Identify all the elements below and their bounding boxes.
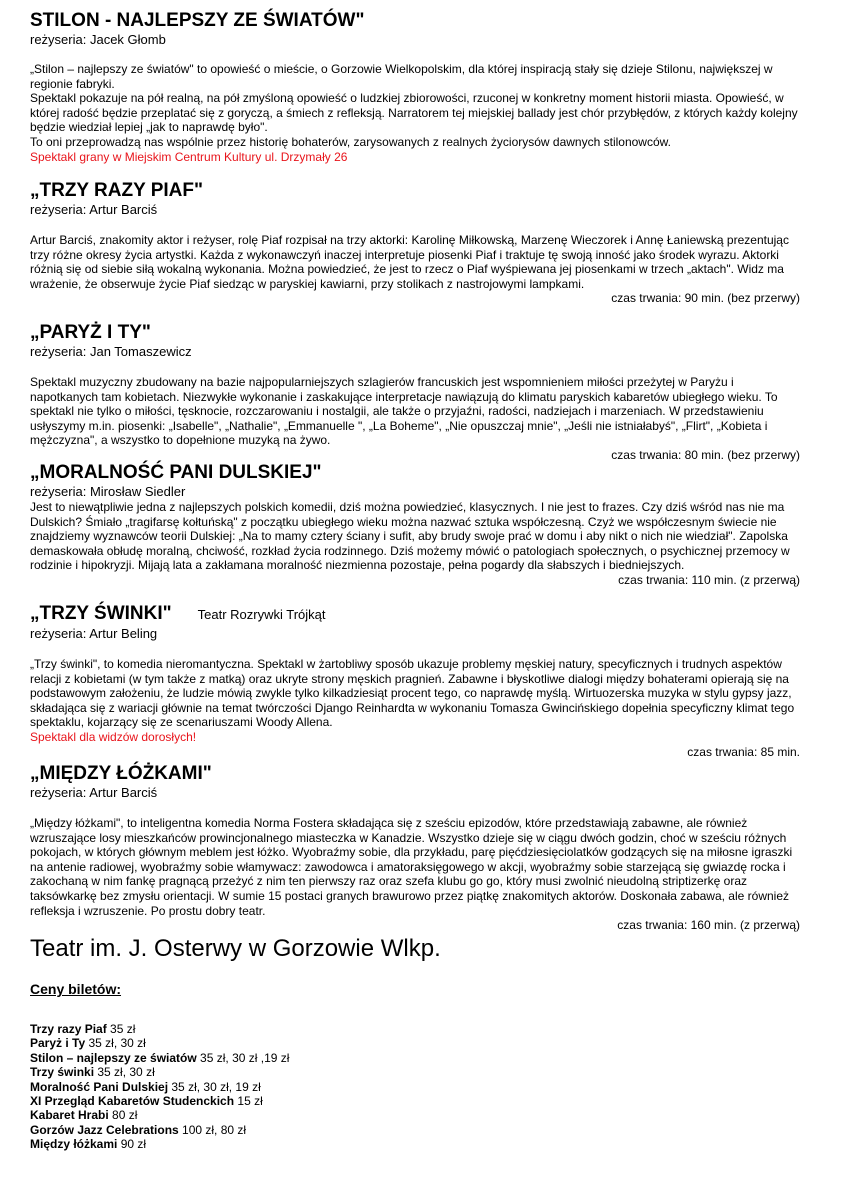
show-venue: Teatr Rozrywki Trójkąt [197,607,326,622]
price-item-value: 35 zł [106,1022,136,1036]
venue-note: Spektakl grany w Miejskim Centrum Kultury ul. Drzymały 26 [30,149,348,164]
show-title: „MIĘDZY ŁÓŻKAMI" [30,763,212,784]
price-item [30,1094,530,1108]
show-duration: czas trwania: 160 min. (z przerwą) [617,918,800,933]
show-title: „MORALNOŚĆ PANI DULSKIEJ" [30,462,322,483]
show-title-row [30,603,800,626]
show-title: „PARYŻ I TY" [30,322,151,343]
show-title: „TRZY ŚWINKI" [30,603,172,624]
price-item-value: 35 zł, 30 zł ,19 zł [196,1050,290,1065]
price-item-name: Moralność Pani Dulskiej [30,1079,169,1094]
price-item-name: Trzy razy Piaf [30,1022,107,1036]
show-director: reżyseria: Jacek Głomb [30,32,166,47]
show-director: reżyseria: Mirosław Siedler [30,484,186,499]
price-item [30,1051,530,1065]
show-description: „Stilon – najlepszy ze światów" to opowieść o mieście, o Gorzowie Wielkopolskim, dla której inspiracją stały się dzieje Stilonu, największej w regionie fabryki. Spektakl pokazuje na pół realną, na pół zmyśloną opowieść o ludzkiej zbiorowości, rzuconej w konkretny moment historii miasta. Opowieść, w której radość będzie przeplatać się z goryczą, a śmiech z refleksją. Narratorem tej miejskiej ballady jest chór przybłędów, z których każdy kolejny będzie wiedział lepiej „jak to naprawdę było". To oni przeprowadzą nas wspólnie przez historię bohaterów, zarysowanych z realnych życiorysów dawnych stilonowców. [30,62,798,149]
price-item [30,1123,530,1137]
show-director: reżyseria: Artur Barciś [30,785,158,800]
price-item [30,1065,530,1079]
show-duration: czas trwania: 90 min. (bez przerwy) [611,291,800,306]
price-item [30,1137,530,1151]
price-item [30,1108,530,1122]
price-item-name: Kabaret Hrabi [30,1108,109,1123]
show-director: reżyseria: Jan Tomaszewicz [30,344,192,359]
price-item-name: Stilon – najlepszy ze światów [30,1050,197,1065]
show-director: reżyseria: Artur Barciś [30,202,158,217]
show-description: Artur Barciś, znakomity aktor i reżyser, rolę Piaf rozpisał na trzy aktorki: Karolinę Miłkowską, Marzenę Wieczorek i Annę Łaniewską prezentując trzy różne okresy życia artystki. Każda z wykonawczyń inaczej interpretuje piosenki Piaf i traktuje tę swoją inność jako środek wyrazu. Aktorki różnią się od siebie siłą wokalną wykonania. Można powiedzieć, że jest to rzecz o Piaf wyśpiewana jej piosenkami w trzech „aktach". Widz ma wrażenie, że obserwuje życie Piaf siedząc w paryskiej kawiarni, przy stolikach z nastrojowymi lampkami. [30,233,789,291]
price-item-value: 15 zł [234,1094,263,1109]
price-item-name: Paryż i Ty [30,1036,86,1051]
ticket-prices [30,980,530,1152]
show-duration: czas trwania: 80 min. (bez przerwy) [611,447,800,462]
price-item [30,1080,530,1094]
show-description: Spektakl muzyczny zbudowany na bazie najpopularniejszych szlagierów francuskich jest wspomnieniem miłości przeżytej w Paryżu i napotkanych tam kobietach. Niezwykłe wykonanie i zaskakujące interpretacje nawiązują do klimatu paryskich kabaretów ubiegłego wieku. To spektakl nie tylko o miłości, tęsknocie, rozczarowaniu i nostalgii, ale także o przyjaźni, radości, nadziejach i marzeniach. W przedstawieniu usłyszymy m.in. piosenki: „Isabelle", „Nathalie", „Emmanuelle ", „La Boheme", „Nie opuszczaj mnie", „Jeśli nie istniałabyś", „Flirt", „Kobieta i mężczyzna", a wszystko to dopełnione muzyką na żywo. [30,375,778,448]
price-item-value: 35 zł, 30 zł, 19 zł [168,1079,261,1094]
price-item-value: 35 zł, 30 zł [85,1036,146,1051]
price-item-value: 35 zł, 30 zł [94,1065,155,1080]
price-item-value: 90 zł [117,1137,147,1152]
show-moralnosc-pani-dulskiej [30,462,800,587]
price-item-name: Trzy świnki [30,1065,95,1080]
show-duration: czas trwania: 110 min. (z przerwą) [618,572,800,587]
prices-heading: Ceny biletów: [30,981,122,997]
price-item-name: XI Przegląd Kabaretów Studenckich [30,1094,235,1109]
show-paryz-i-ty [30,322,800,462]
show-stilon [30,10,800,164]
price-list [30,1022,530,1152]
price-item-name: Gorzów Jazz Celebrations [30,1122,179,1137]
price-item [30,1036,530,1050]
show-trzy-razy-piaf [30,180,800,305]
show-description: „Między łóżkami", to inteligentna komedia Norma Fostera składająca się z sześciu epizodów, które przedstawiają zabawne, ale również wzruszające losy mieszkańców prowincjonalnego miasteczka w Kanadzie. Wszystko dzieje się w ciągu dwóch godzin, choć w sześciu różnych pokojach, w których głównym meblem jest łóżko. Wyobraźmy sobie, dla przykładu, parę pięćdziesięciolatków godzących się na miłosne igraszki na antenie radiowej, wyobraźmy sobie włamywacz: zawodowca i amatoraksięgowego w akcji, wyobraźmy sobie starzejącą się gwiazdę rocka i zakochaną w nim fankę pragnącą przeżyć z nim ten pierwszy raz oraz szefa klubu go go, który musi zwolnić nieudolną striptizerkę oraz taksówkarkę bez zmysłu orientacji. W sumie 15 postaci granych brawurowo przez piątkę znakomitych aktorów. Doskonała zabawa, ale również refleksja i wzruszenie. Po prostu dobry teatr. [30,816,793,918]
show-description: „Trzy świnki", to komedia nieromantyczna. Spektakl w żartobliwy sposób ukazuje problemy męskiej natury, specyficznych i trudnych aspektów relacji z kobietami (w tym także z matką) oraz ukryte strony męskich pragnień. Zabawne i błyskotliwe dialogi między bohaterami opierają się na podstawowym założeniu, że ludzie mówią zwykle tylko kilkadziesiąt procent tego, co naprawdę myślą. Wirtuozerska muzyka w stylu gypsy jazz, składająca się z wariacji głównie na temat twórczości Django Reinhardta w wykonaniu Tomasza Gwincińskiego dopełnia specyficzny klimat tego spektaklu, kojarzący się ze scenariuszami Woody Allena. [30,657,795,730]
show-title: STILON - NAJLEPSZY ZE ŚWIATÓW" [30,10,365,31]
show-duration: czas trwania: 85 min. [687,744,800,759]
theatre-name: Teatr im. J. Osterwy w Gorzowie Wlkp. [30,935,441,962]
price-item-value: 80 zł [108,1108,138,1123]
show-director: reżyseria: Artur Beling [30,626,158,641]
show-trzy-swinki [30,603,800,759]
show-description: Jest to niewątpliwie jedna z najlepszych polskich komedii, dziś można powiedzieć, klasycznych. I nie jest to frazes. Czy dziś wśród nas nie ma Dulskich? Śmiało „tragifarsę kołtuńską" z początku ubiegłego wieku można nazwać sztuka współczesną. Czyż we współczesnym świecie nie znajdziemy wyznawców teorii Dulskiej: „Na to mamy cztery ściany i sufit, aby brudy swoje prać w domu i aby nikt o nich nie wiedział". Zapolska demaskowała obłudę moralną, chciwość, rozkład życia rodzinnego. Dziś możemy mówić o patologiach społecznych, o psychicznej przemocy w rodzinie i hipokryzji. Mijają lata a zakłamana moralność niezmienna pozostaje, pełna pogardy dla słabszych i biedniejszych. [30,500,790,573]
price-item-name: Między łóżkami [30,1137,118,1152]
price-item-value: 100 zł, 80 zł [178,1122,247,1137]
show-miedzy-lozkami [30,763,800,932]
show-title: „TRZY RAZY PIAF" [30,180,203,201]
audience-note: Spektakl dla widzów dorosłych! [30,729,197,744]
price-item [30,1022,530,1036]
